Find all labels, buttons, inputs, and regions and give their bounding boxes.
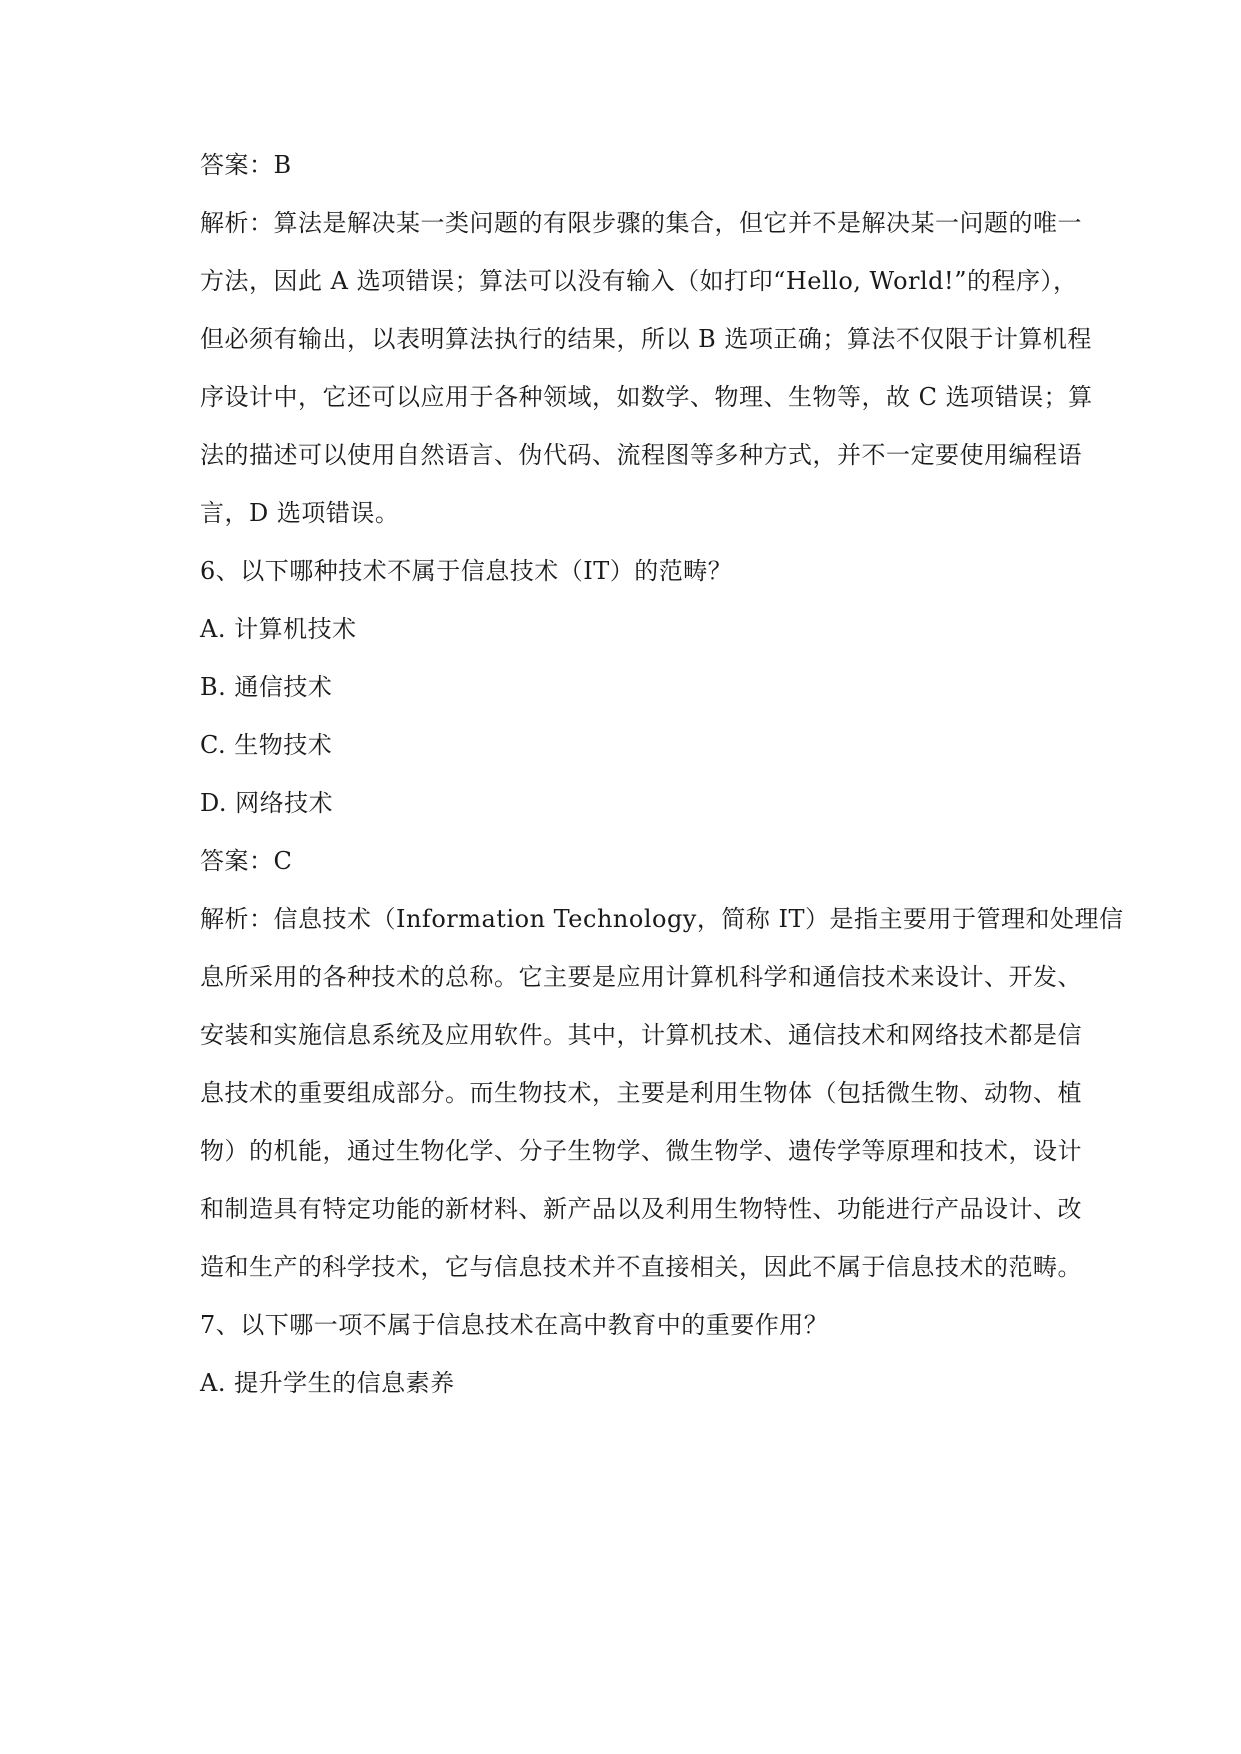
q6-option-d: D. 网络技术 — [200, 789, 334, 817]
q6-explanation-line: 息所采用的各种技术的总称。它主要是应用计算机科学和通信技术来设计、开发、 — [200, 963, 1082, 991]
q7-question: 7、以下哪一项不属于信息技术在高中教育中的重要作用？ — [200, 1311, 829, 1339]
q6-explanation-line: 物）的机能，通过生物化学、分子生物学、微生物学、遗传学等原理和技术，设计 — [200, 1137, 1082, 1165]
q6-explanation-line: 息技术的重要组成部分。而生物技术，主要是利用生物体（包括微生物、动物、植 — [200, 1079, 1082, 1107]
q5-explanation-line: 言，D 选项错误。 — [200, 499, 400, 527]
q6-explanation-line: 造和生产的科学技术，它与信息技术并不直接相关，因此不属于信息技术的范畴。 — [200, 1253, 1082, 1281]
q6-option-b: B. 通信技术 — [200, 673, 333, 701]
q6-explanation-line: 和制造具有特定功能的新材料、新产品以及利用生物特性、功能进行产品设计、改 — [200, 1195, 1082, 1223]
q5-answer: 答案：B — [200, 151, 292, 179]
q6-explanation-line: 解析：信息技术（Information Technology，简称 IT）是指主要用于管理和处理信 — [200, 905, 1124, 933]
q5-explanation-line: 解析：算法是解决某一类问题的有限步骤的集合，但它并不是解决某一问题的唯一 — [200, 209, 1082, 237]
q7-option-a: A. 提升学生的信息素养 — [200, 1369, 455, 1397]
q6-answer: 答案：C — [200, 847, 293, 875]
q5-explanation-line: 序设计中，它还可以应用于各种领域，如数学、物理、生物等，故 C 选项错误；算 — [200, 383, 1093, 411]
q6-option-a: A. 计算机技术 — [200, 615, 357, 643]
q5-explanation-line: 但必须有输出，以表明算法执行的结果，所以 B 选项正确；算法不仅限于计算机程 — [200, 325, 1092, 353]
q6-option-c: C. 生物技术 — [200, 731, 333, 759]
q5-explanation-line: 法的描述可以使用自然语言、伪代码、流程图等多种方式，并不一定要使用编程语 — [200, 441, 1082, 469]
q6-explanation-line: 安装和实施信息系统及应用软件。其中，计算机技术、通信技术和网络技术都是信 — [200, 1021, 1082, 1049]
q6-question: 6、以下哪种技术不属于信息技术（IT）的范畴？ — [200, 557, 733, 585]
q5-explanation-line: 方法，因此 A 选项错误；算法可以没有输入（如打印“Hello, World!”的程序）， — [200, 267, 1078, 295]
